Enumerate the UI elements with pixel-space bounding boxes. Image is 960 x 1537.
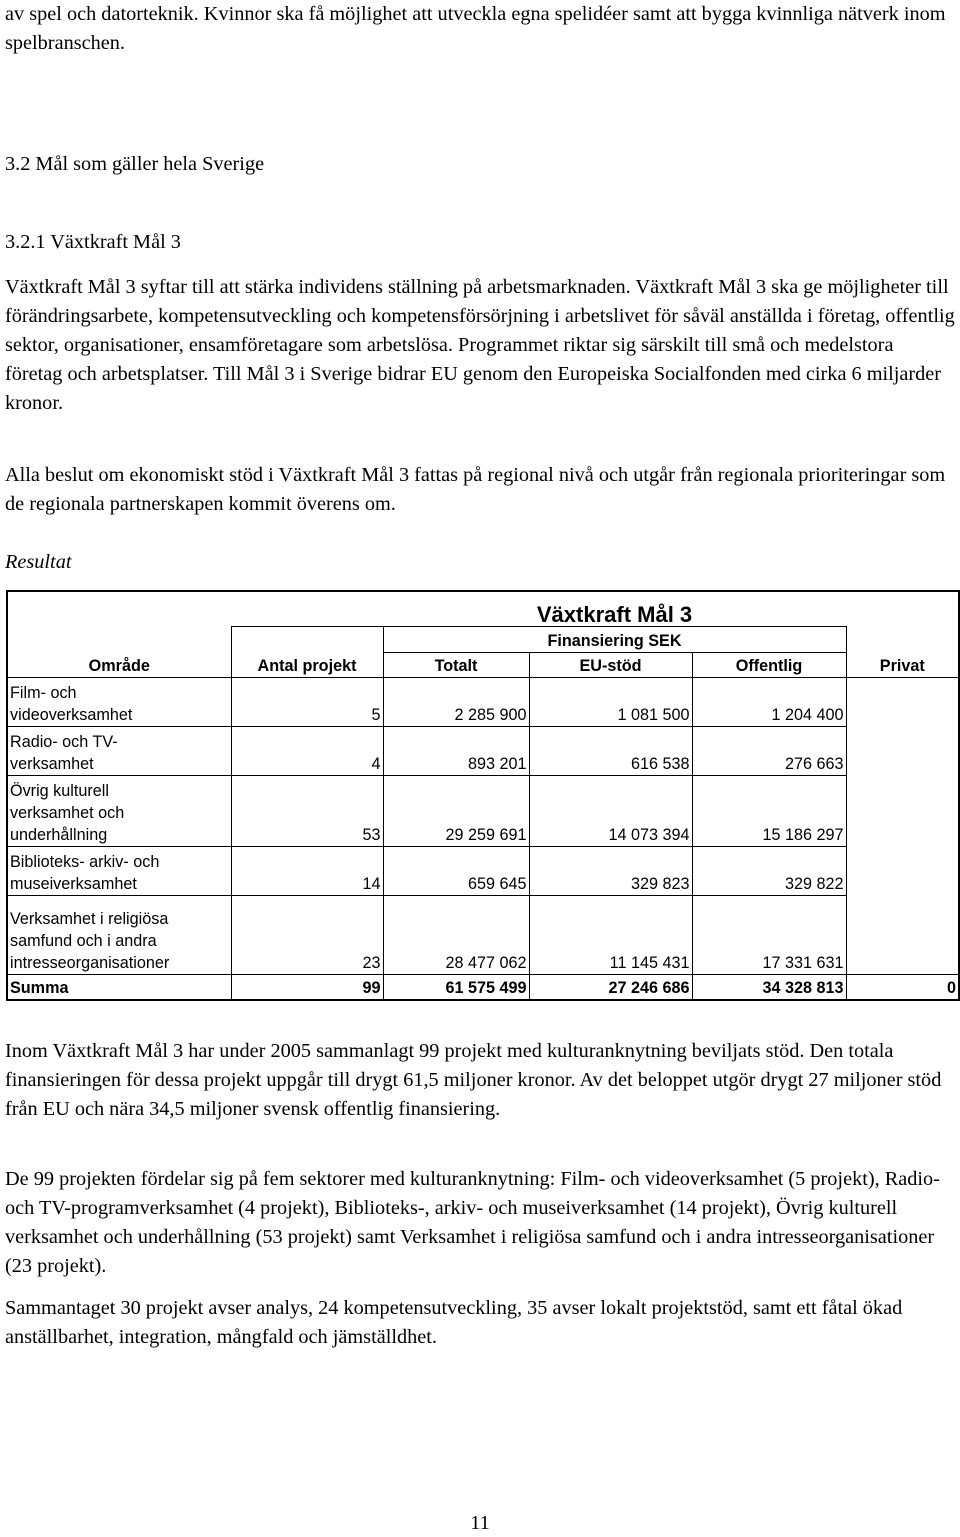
row-eu: 14 073 394 <box>529 775 692 846</box>
page-number: 11 <box>470 1512 490 1534</box>
section-heading: 3.2 Mål som gäller hela Sverige <box>5 153 265 175</box>
header-area: Område <box>7 653 231 678</box>
paragraph-5: Sammantaget 30 projekt avser analys, 24 kompetensutveckling, 35 avser lokalt projektstöd, samt ett fåtal ökad anställbarhet, integration, mångfald och jämställdhet. <box>5 1297 903 1348</box>
row-projects: 53 <box>231 775 383 846</box>
row-area: Biblioteks- arkiv- och museiverksamhet <box>7 846 231 895</box>
row-total: 2 285 900 <box>383 677 529 726</box>
row-public: 276 663 <box>692 726 846 775</box>
header-eu: EU-stöd <box>529 653 692 678</box>
row-total: 29 259 691 <box>383 775 529 846</box>
row-private <box>846 895 959 974</box>
table-title-row <box>7 591 959 627</box>
paragraph-4: De 99 projekten fördelar sig på fem sektorer med kulturanknytning: Film- och videoverksamhet (5 projekt), Radio- och TV-programverksamhet (4 projekt), Biblioteks-, arkiv- och museiverksamhet (14 projekt), Övrig kulturell verksamhet och underhållning (53 projekt) samt Verksamhet i religiösa samfund och i andra intresseorganisationer (23 projekt). <box>5 1168 940 1277</box>
results-table <box>6 590 960 1001</box>
row-private <box>846 677 959 726</box>
row-total: 28 477 062 <box>383 895 529 974</box>
row-public: 17 331 631 <box>692 895 846 974</box>
table-row <box>7 726 959 775</box>
sum-total: 61 575 499 <box>383 974 529 1000</box>
row-private <box>846 846 959 895</box>
paragraph-2: Alla beslut om ekonomiskt stöd i Växtkraft Mål 3 fattas på regional nivå och utgår från regionala prioriteringar som de regionala partnerskapen kommit överens om. <box>5 464 946 515</box>
table-row <box>7 677 959 726</box>
row-area: Verksamhet i religiösa samfund och i andra intresseorganisationer <box>7 895 231 974</box>
table-row <box>7 775 959 846</box>
row-projects: 4 <box>231 726 383 775</box>
sum-public: 34 328 813 <box>692 974 846 1000</box>
sum-projects: 99 <box>231 974 383 1000</box>
header-projects: Antal projekt <box>231 653 383 678</box>
row-projects: 23 <box>231 895 383 974</box>
row-projects: 14 <box>231 846 383 895</box>
subsection-heading: 3.2.1 Växtkraft Mål 3 <box>5 231 181 253</box>
header-private: Privat <box>846 653 959 678</box>
table-title: Växtkraft Mål 3 <box>383 591 846 627</box>
table-header-row <box>7 653 959 678</box>
table-group-header-row <box>7 627 959 653</box>
row-area: Film- och videoverksamhet <box>7 677 231 726</box>
row-eu: 11 145 431 <box>529 895 692 974</box>
sum-label: Summa <box>7 974 231 1000</box>
row-projects: 5 <box>231 677 383 726</box>
row-area: Övrig kulturell verksamhet och underhållning <box>7 775 231 846</box>
row-eu: 329 823 <box>529 846 692 895</box>
row-private <box>846 726 959 775</box>
header-total: Totalt <box>383 653 529 678</box>
result-heading: Resultat <box>5 551 72 573</box>
table-row <box>7 895 959 974</box>
sum-private: 0 <box>846 974 959 1000</box>
row-eu: 616 538 <box>529 726 692 775</box>
financing-group-header: Finansiering SEK <box>383 627 846 653</box>
paragraph-3: Inom Växtkraft Mål 3 har under 2005 sammanlagt 99 projekt med kulturanknytning beviljats stöd. Den totala finansieringen för dessa projekt uppgår till drygt 61,5 miljoner kronor. Av det beloppet utgör drygt 27 miljoner stöd från EU och nära 34,5 miljoner svensk offentlig finansiering. <box>5 1040 942 1120</box>
row-total: 659 645 <box>383 846 529 895</box>
row-public: 15 186 297 <box>692 775 846 846</box>
results-table-container <box>6 590 958 997</box>
row-public: 1 204 400 <box>692 677 846 726</box>
row-total: 893 201 <box>383 726 529 775</box>
sum-eu: 27 246 686 <box>529 974 692 1000</box>
row-private <box>846 775 959 846</box>
row-area: Radio- och TV- verksamhet <box>7 726 231 775</box>
row-public: 329 822 <box>692 846 846 895</box>
paragraph-1: Växtkraft Mål 3 syftar till att stärka individens ställning på arbetsmarknaden. Växtkraft Mål 3 ska ge möjligheter till förändringsarbete, kompetensutveckling och kompetensförsörjning i arbetslivet för såväl anställda i företag, offentlig sektor, organisationer, ensamföretagare som arbetslösa. Programmet riktar sig särskilt till små och medelstora företag och arbetsplatser. Till Mål 3 i Sverige bidrar EU genom den Europeiska Socialfonden med cirka 6 miljarder kronor. <box>5 276 955 414</box>
table-row <box>7 846 959 895</box>
row-eu: 1 081 500 <box>529 677 692 726</box>
table-sum-row <box>7 974 959 1000</box>
intro-paragraph: av spel och datorteknik. Kvinnor ska få möjlighet att utveckla egna spelidéer samt att bygga kvinnliga nätverk inom spelbranschen. <box>5 3 946 54</box>
header-public: Offentlig <box>692 653 846 678</box>
